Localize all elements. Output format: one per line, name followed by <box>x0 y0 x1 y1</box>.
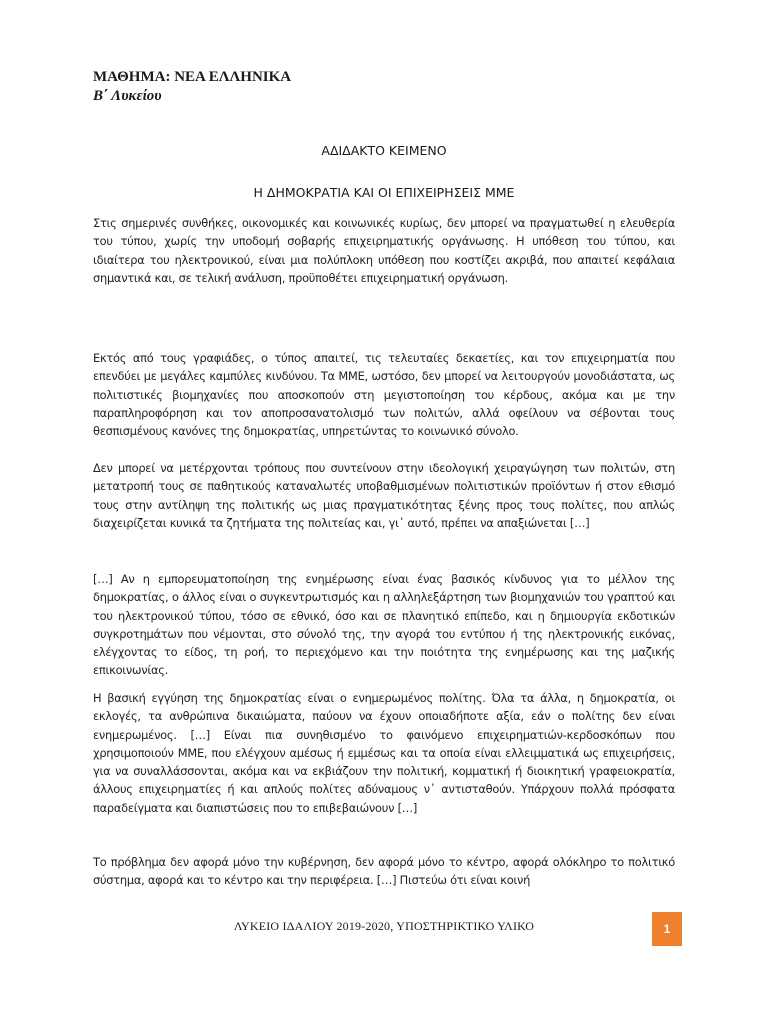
paragraph-3: Δεν μπορεί να μετέρχονται τρόπους που συντείνουν στην ιδεολογική χειραγώγηση των πολιτών, στη μετατροπή τους σε παθητικούς καταναλωτές υποβαθμισμένων πολιτιστικών προϊόντων ή στον εθισμό τους στην αντίληψη της πολιτικής ως μιας πραγματικότητας ξένης προς τους πολίτες, που απλώς διαχειρίζεται κυνικά τα ζητήματα της πολιτείας και, γι᾽ αυτό, πρέπει να απαξιώνεται […] <box>93 461 675 530</box>
grade-label: Β΄ Λυκείου <box>93 88 162 104</box>
document-header <box>93 68 291 106</box>
paragraph-2: Εκτός από τους γραφιάδες, ο τύπος απαιτεί, τις τελευταίες δεκαετίες, και τον επιχειρηματία που επενδύει με μεγάλες καμπύλες κινδύνου. Τα ΜΜΕ, ωστόσο, δεν μπορεί να λειτουργούν μονοδιάστατα, ως πολιτιστικές βιομηχανίες που αποσκοπούν στη μεγιστοποίηση του κέρδους, ακόμα και με την παραπληροφόρηση και τον αποπροσανατολισμό των πολιτών, αλλά οφείλουν να σέβονται τους θεσπισμένους κανόνες της δημοκρατίας, υπηρετώντας το κοινωνικό σύνολο. <box>93 351 675 439</box>
section-heading: ΑΔΙΔΑΚΤΟ ΚΕΙΜΕΝΟ <box>321 143 447 158</box>
paragraph-1: Στις σημερινές συνθήκες, οικονομικές και κοινωνικές κυρίως, δεν μπορεί να πραγματωθεί η ελευθερία του τύπου, χωρίς την υποδομή σοβαρής επιχειρηματικής οργάνωσης. Η υπόθεση του τύπου, και ιδιαίτερα του ηλεκτρονικού, είναι μια πολύπλοκη υπόθεση που κοστίζει ακριβά, που απαιτεί κεφάλαια σημαντικά και, σε τελική ανάλυση, προϋποθέτει επιχειρηματική οργάνωση. <box>93 216 675 285</box>
page-number-badge: 1 <box>652 912 682 946</box>
subject-label: ΜΑΘΗΜΑ: ΝΕΑ ΕΛΛΗΝΙΚΑ <box>93 69 292 85</box>
page-footer: ΛΥΚΕΙΟ ΙΔΑΛΙΟΥ 2019-2020, ΥΠΟΣΤΗΡΙΚΤΙΚΟ ΥΛΙΚΟ <box>233 919 535 933</box>
paragraph-5: Η βασική εγγύηση της δημοκρατίας είναι ο ενημερωμένος πολίτης. Όλα τα άλλα, η δημοκρατία, οι εκλογές, τα ανθρώπινα δικαιώματα, παύουν να έχουν οποιαδήποτε αξία, εάν ο πολίτης δεν είναι ενημερωμένος. […] Είναι πια συνηθισμένο το φαινόμενο επιχειρηματιών-κερδοσκόπων που χρησιμοποιούν ΜΜΕ, που ελέγχουν αμέσως ή εμμέσως και τα οποία είναι ελλειμματικά ως επιχειρήσεις, για να συναλλάσσονται, ακόμα και να εκβιάζουν την πολιτική, κομματική ή διοικητική γραφειοκρατία, άλλους επιχειρηματίες ή και απλούς πολίτες αδύναμους ν᾽ αντισταθούν. Υπάρχουν πολλά πρόσφατα παραδείγματα και διαπιστώσεις που το επιβεβαιώνουν […] <box>93 691 675 815</box>
paragraph-6: Το πρόβλημα δεν αφορά μόνο την κυβέρνηση, δεν αφορά μόνο το κέντρο, αφορά ολόκληρο το πολιτικό σύστημα, αφορά και το κέντρο και την περιφέρεια. […] Πιστεύω ότι είναι κοινή <box>93 855 675 888</box>
document-title: Η ΔΗΜΟΚΡΑΤΙΑ ΚΑΙ ΟΙ ΕΠΙΧΕΙΡΗΣΕΙΣ ΜΜΕ <box>253 185 515 200</box>
paragraph-4: […] Αν η εμπορευματοποίηση της ενημέρωσης είναι ένας βασικός κίνδυνος για το μέλλον της δημοκρατίας, ο άλλος είναι ο συγκεντρωτισμός και η αλληλεξάρτηση των βιομηχανιών του γραπτού και του ηλεκτρονικού τύπου, τόσο σε εθνικό, όσο και σε πλανητικό επίπεδο, και η δημιουργία εκδοτικών συγκροτημάτων που νέμονται, στο σύνολό της, την αγορά του εντύπου ή της ηλεκτρονικής εικόνας, ελέγχοντας το είδος, τη ροή, το περιεχόμενο και την ποιότητα της ενημέρωσης και της μαζικής επικοινωνίας. <box>93 572 675 678</box>
